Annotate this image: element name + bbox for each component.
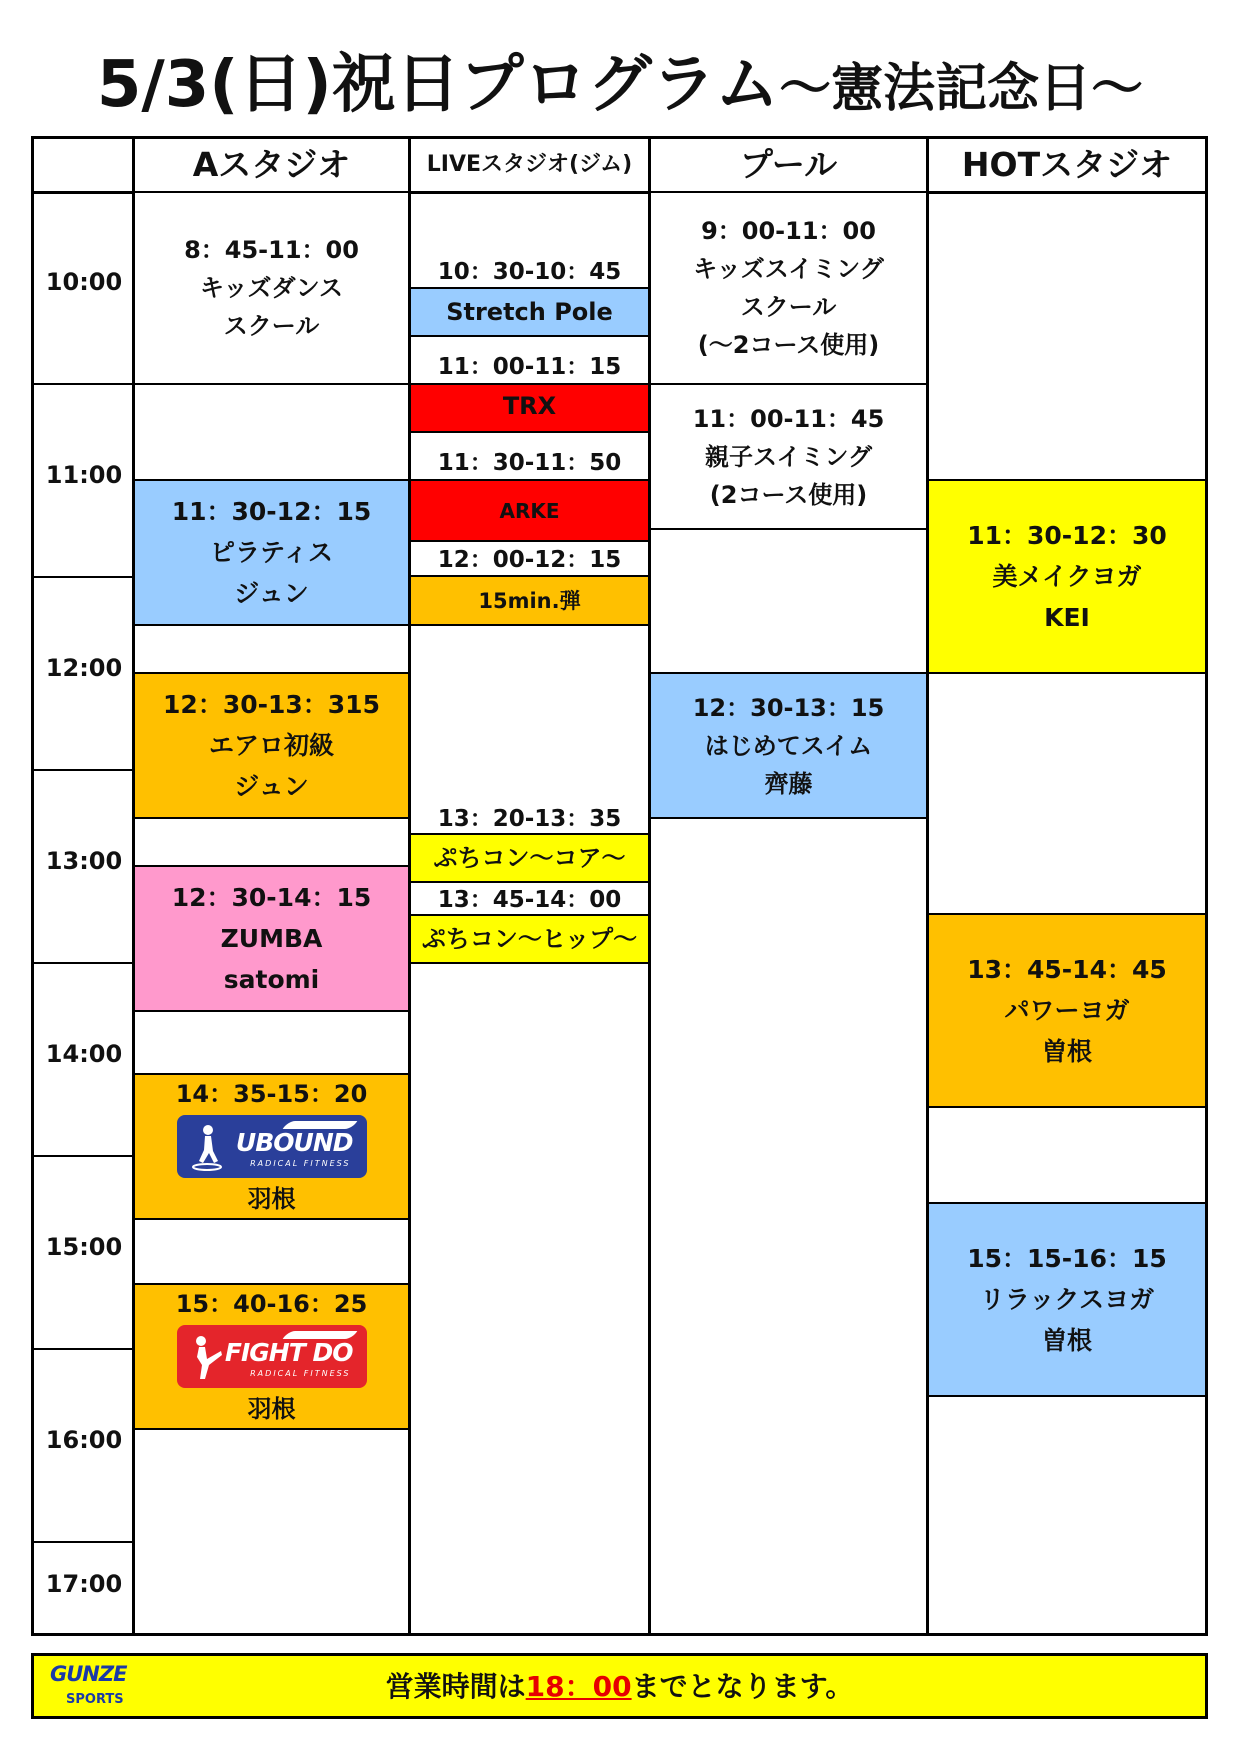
class-instructor: ジュン: [234, 579, 309, 608]
class-time: 11：00-11：45: [692, 404, 885, 433]
ubound-logo-icon: [177, 1115, 367, 1178]
class-instructor: 羽根: [247, 1395, 296, 1423]
hot-class-power-yoga[interactable]: [929, 913, 1205, 1108]
time-label: 13:00: [45, 847, 123, 875]
class-name: 15min.弾: [478, 588, 581, 613]
live-class-15min[interactable]: [411, 575, 648, 626]
sports-logo: SPORTS: [66, 1692, 124, 1707]
class-instructor: 曽根: [1041, 1326, 1092, 1355]
live-class-trx[interactable]: [411, 383, 648, 433]
header-pool: プール: [739, 145, 838, 184]
class-name-2: スクール: [740, 293, 837, 321]
live-class-stretch-pole[interactable]: [411, 287, 648, 337]
pool-class-parent-child[interactable]: [651, 383, 926, 530]
gunze-logo: GUNZE: [50, 1662, 127, 1686]
class-name: ARKE: [499, 498, 560, 523]
time-label: 16:00: [45, 1426, 123, 1454]
class-time: 9：00-11：00: [701, 217, 876, 245]
class-name: ぷちコン～コア～: [433, 844, 626, 872]
time-label: 15:00: [45, 1233, 123, 1261]
class-note: (2コース使用): [709, 480, 868, 509]
a-studio-class-zumba[interactable]: [135, 865, 408, 1012]
live-time-2: 11：00-11：15: [437, 354, 622, 380]
title-sub: ～憲法記念日～: [779, 59, 1144, 119]
hour-line: [34, 383, 132, 385]
class-name: キッズダンス: [199, 274, 344, 302]
fightdo-logo-icon: [177, 1325, 367, 1388]
schedule-grid: [31, 136, 1208, 1636]
hour-line: [34, 1541, 132, 1543]
time-label: 17:00: [45, 1570, 123, 1598]
hour-line: [34, 576, 132, 578]
business-hours-message: [34, 1669, 1205, 1705]
a-studio-class-kids-dance[interactable]: [135, 193, 408, 385]
class-instructor: satomi: [223, 965, 320, 994]
time-label: 10:00: [45, 268, 123, 296]
a-studio-class-ubound[interactable]: [135, 1073, 408, 1220]
class-instructor: 曽根: [1041, 1037, 1092, 1066]
header-live-studio: LIVEスタジオ(ジム): [426, 152, 633, 177]
a-studio-class-pilates[interactable]: [135, 479, 408, 626]
closing-time: 18：00: [525, 1670, 632, 1703]
live-class-petit-core[interactable]: [411, 833, 648, 883]
logo-text: FIGHT DO: [224, 1338, 353, 1367]
class-name: ZUMBA: [220, 924, 323, 953]
hour-line: [34, 769, 132, 771]
slot-divider: [135, 383, 408, 385]
class-name: ぷちコン～ヒップ～: [421, 925, 638, 953]
class-time: 8：45-11：00: [184, 236, 359, 264]
class-name: 親子スイミング: [704, 442, 873, 471]
pool-class-first-swim[interactable]: [651, 672, 926, 819]
hot-class-relax-yoga[interactable]: [929, 1202, 1205, 1397]
class-time: 11：30-12：30: [967, 521, 1167, 550]
class-instructor: KEI: [1044, 603, 1090, 632]
class-name: パワーヨガ: [1004, 996, 1130, 1025]
class-name: キッズスイミング: [693, 255, 884, 283]
class-note: スクール: [223, 312, 320, 340]
live-time-3: 11：30-11：50: [437, 450, 622, 476]
live-class-arke[interactable]: [411, 479, 648, 542]
hour-line: [34, 962, 132, 964]
hot-class-beauty-yoga[interactable]: [929, 479, 1205, 674]
class-instructor: 齊藤: [764, 769, 813, 798]
header-hot-studio: HOTスタジオ: [961, 145, 1173, 184]
hour-line: [34, 1348, 132, 1350]
footer-notice: [31, 1653, 1208, 1719]
time-label: 11:00: [45, 461, 123, 489]
kicker-figure-icon: [191, 1333, 223, 1381]
hour-line: [34, 1155, 132, 1157]
class-name: ピラティス: [209, 538, 333, 567]
class-time: 15：40-16：25: [175, 1290, 368, 1318]
class-instructor: ジュン: [234, 772, 309, 801]
class-name: リラックスヨガ: [979, 1285, 1155, 1314]
class-instructor: 羽根: [247, 1185, 296, 1213]
header-a-studio: Aスタジオ: [192, 145, 351, 184]
class-name: 美メイクヨガ: [992, 562, 1142, 591]
logo-text: UBOUND: [235, 1128, 353, 1157]
live-time-6: 13：45-14：00: [437, 887, 622, 913]
title-main: 5/3(日)祝日プログラム: [96, 48, 780, 122]
logo-subtext: RADICAL FITNESS: [250, 1159, 351, 1168]
live-time-1: 10：30-10：45: [437, 259, 622, 285]
class-time: 12：30-13：315: [163, 690, 380, 719]
class-name: エアロ初級: [208, 731, 334, 760]
live-class-petit-hip[interactable]: [411, 914, 648, 964]
class-note: (～2コース使用): [697, 331, 880, 359]
logo-subtext: RADICAL FITNESS: [250, 1369, 351, 1378]
time-label: 12:00: [45, 654, 123, 682]
class-time: 12：30-14：15: [171, 883, 372, 912]
class-time: 12：30-13：15: [692, 693, 885, 722]
a-studio-class-fightdo[interactable]: [135, 1283, 408, 1430]
time-label: 14:00: [45, 1040, 123, 1068]
message-prefix: 営業時間は: [385, 1670, 526, 1703]
message-suffix: までとなります。: [631, 1670, 854, 1703]
class-time: 15：15-16：15: [967, 1244, 1167, 1273]
column-divider: [926, 139, 929, 1633]
page-title: [0, 30, 1240, 144]
jumper-figure-icon: [191, 1123, 223, 1171]
class-name: TRX: [502, 392, 557, 420]
pool-class-kids-swim[interactable]: [651, 193, 926, 385]
class-name: はじめてスイム: [704, 731, 873, 760]
class-time: 14：35-15：20: [175, 1080, 368, 1108]
class-time: 13：45-14：45: [967, 955, 1167, 984]
live-time-5: 13：20-13：35: [437, 806, 622, 832]
a-studio-class-aero[interactable]: [135, 672, 408, 819]
a-studio-empty-slot: [135, 1428, 408, 1633]
class-name: Stretch Pole: [446, 298, 613, 326]
live-time-4: 12：00-12：15: [437, 547, 622, 573]
class-time: 11：30-12：15: [171, 497, 372, 526]
